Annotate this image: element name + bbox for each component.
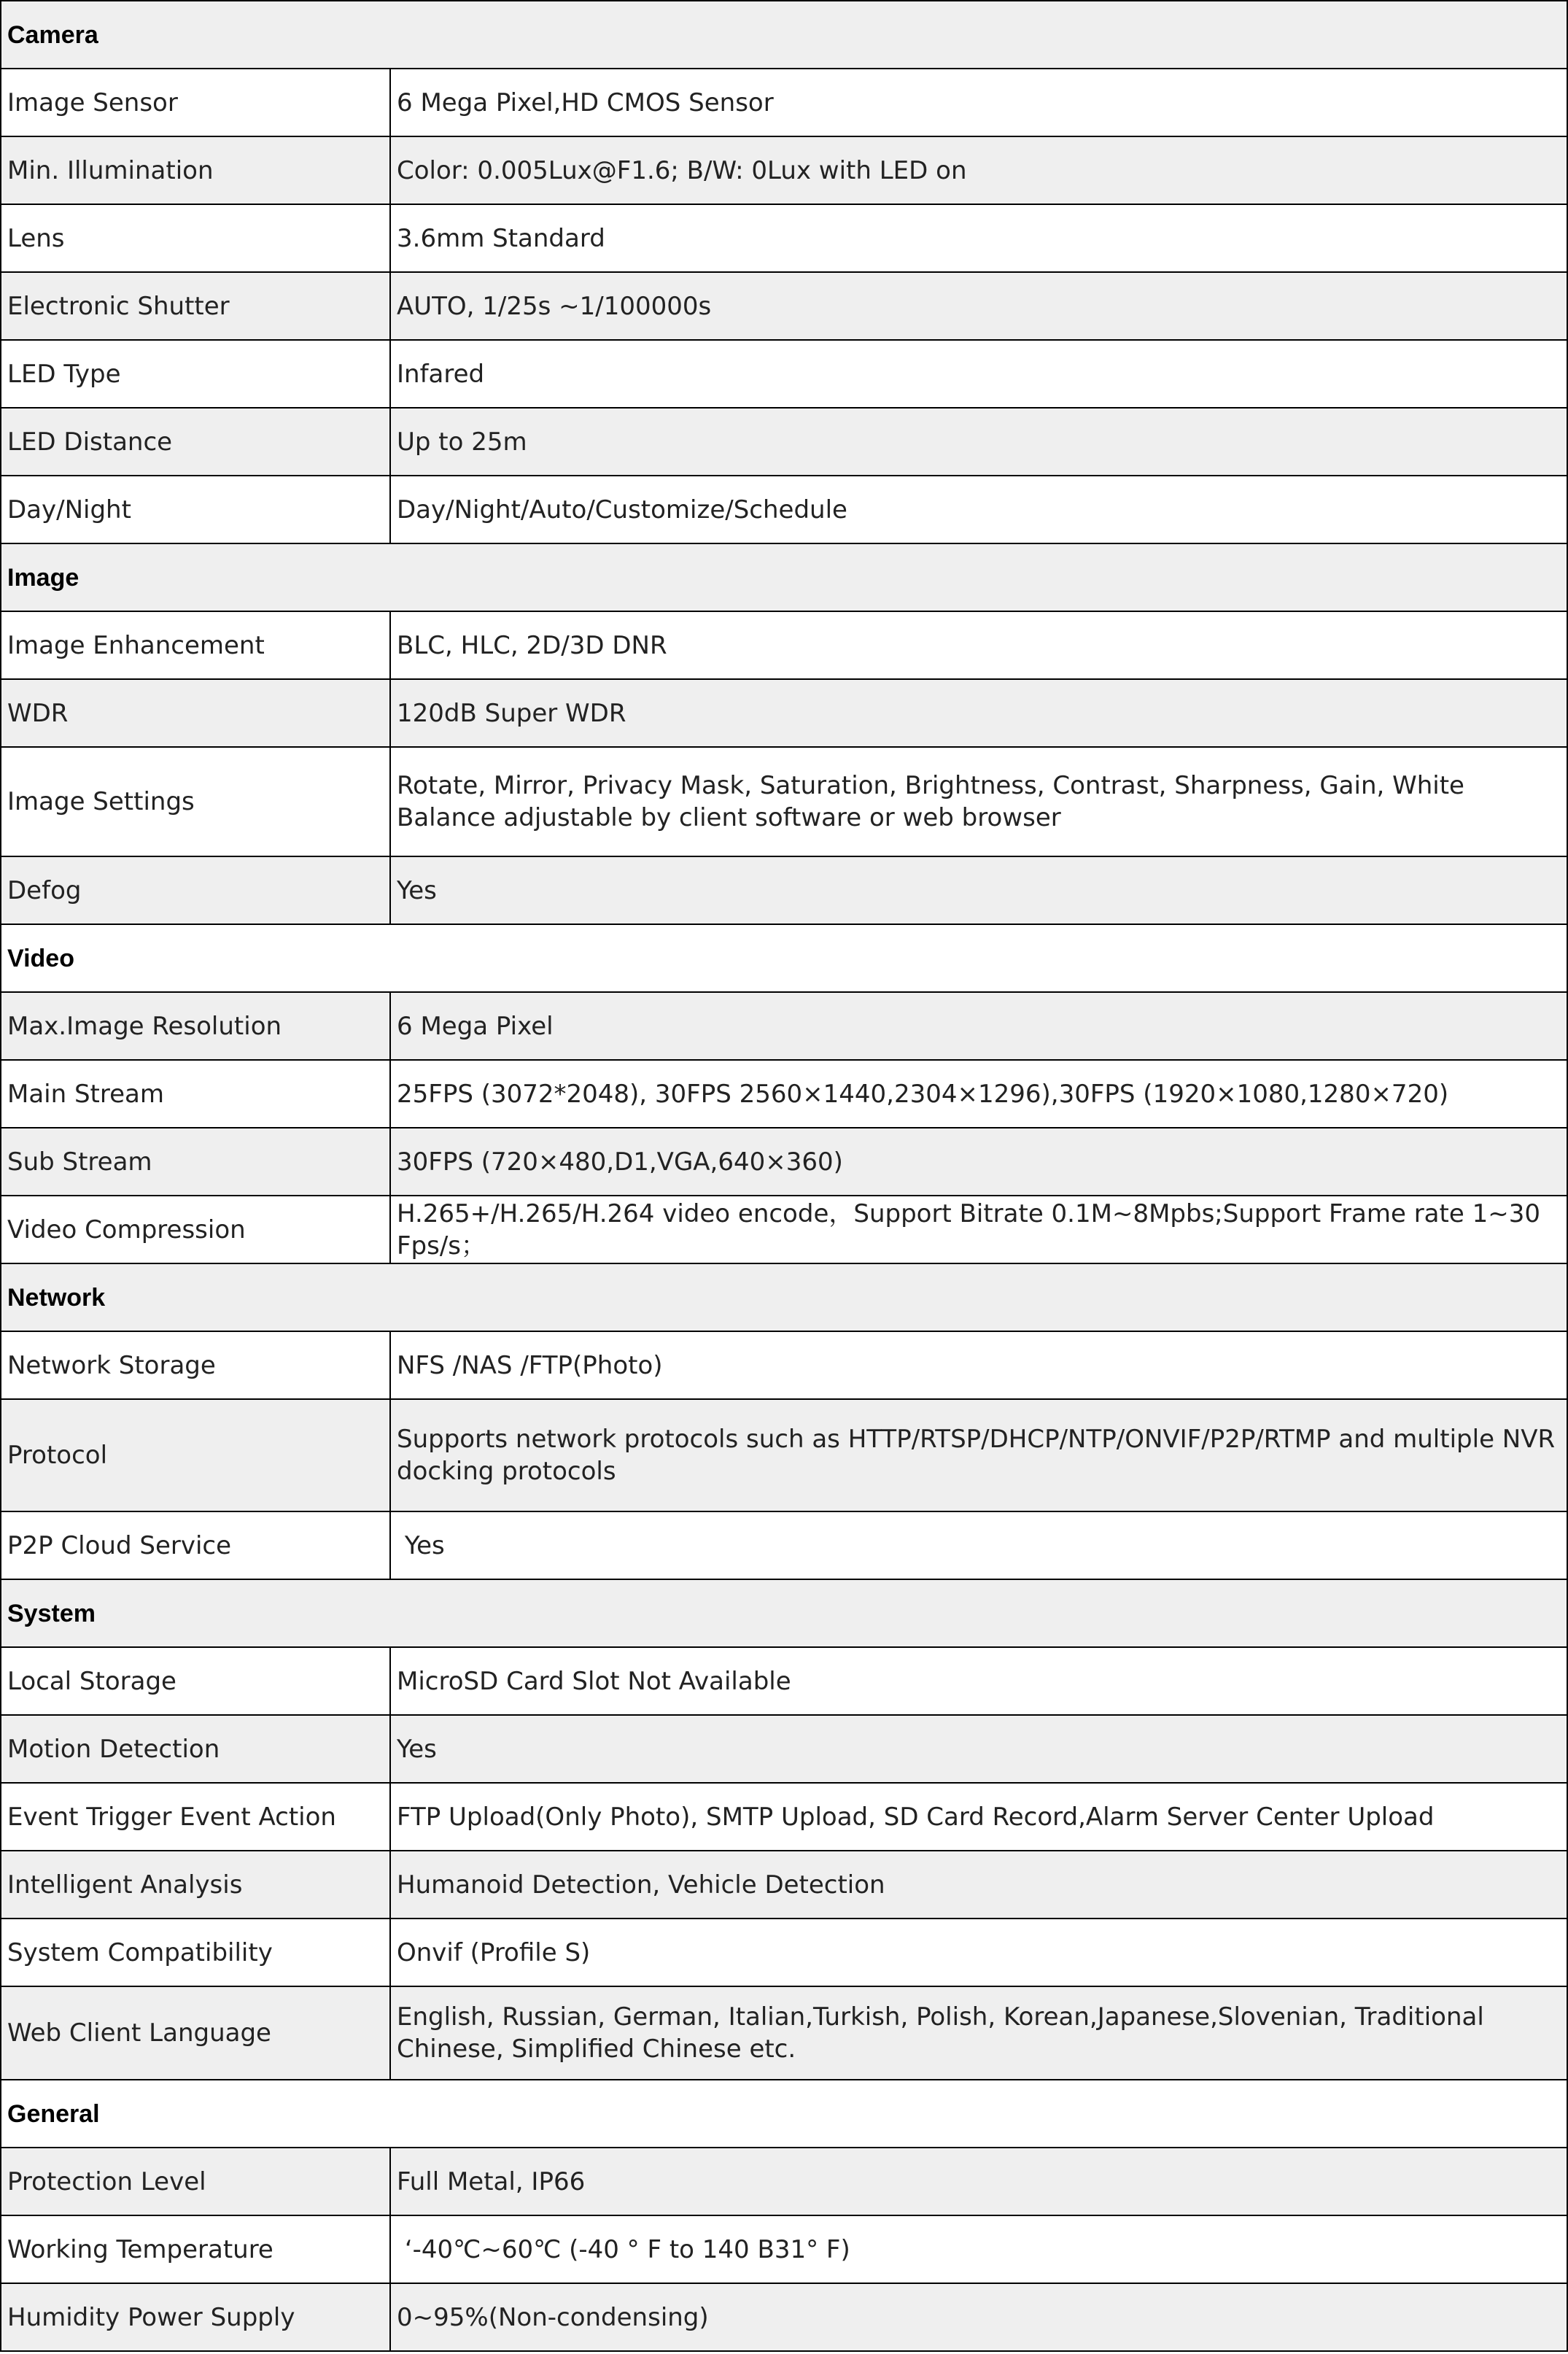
spec-label: Image Settings [1,747,390,856]
spec-label: Lens [1,204,390,272]
spec-value: English, Russian, German, Italian,Turkish, Polish, Korean,Japanese,Slovenian, Traditional Chinese, Simplified Chinese etc. [390,1986,1567,2080]
spec-row [1,1919,1567,1986]
spec-value: Up to 25m [390,408,1567,476]
section-header-camera [1,1,1567,69]
spec-row [1,1647,1567,1715]
spec-label: LED Distance [1,408,390,476]
spec-value: Color: 0.005Lux@F1.6; B/W: 0Lux with LED on [390,136,1567,204]
spec-row [1,1196,1567,1263]
spec-row [1,1331,1567,1399]
section-header-video [1,924,1567,992]
section-header-system [1,1579,1567,1647]
spec-value: Day/Night/Auto/Customize/Schedule [390,476,1567,543]
spec-label: Working Temperature [1,2215,390,2283]
spec-label: Motion Detection [1,1715,390,1783]
spec-value: AUTO, 1/25s ~1/100000s [390,272,1567,340]
spec-row [1,1060,1567,1128]
spec-label: Intelligent Analysis [1,1851,390,1919]
spec-row [1,1851,1567,1919]
spec-label: Max.Image Resolution [1,992,390,1060]
spec-row [1,856,1567,924]
spec-value: Infared [390,340,1567,408]
spec-label: Day/Night [1,476,390,543]
section-title: Camera [1,1,1567,69]
spec-value: Humanoid Detection, Vehicle Detection [390,1851,1567,1919]
spec-value: 3.6mm Standard [390,204,1567,272]
spec-value: Yes [390,1511,1567,1579]
spec-row [1,1715,1567,1783]
section-header-network [1,1263,1567,1331]
spec-label: Defog [1,856,390,924]
spec-value: 6 Mega Pixel,HD CMOS Sensor [390,69,1567,136]
spec-label: Humidity Power Supply [1,2283,390,2351]
spec-value: MicroSD Card Slot Not Available [390,1647,1567,1715]
spec-row [1,476,1567,543]
spec-row [1,272,1567,340]
spec-value: Supports network protocols such as HTTP/RTSP/DHCP/NTP/ONVIF/P2P/RTMP and multiple NVR docking protocols [390,1399,1567,1511]
spec-label: Event Trigger Event Action [1,1783,390,1851]
section-title: Video [1,924,1567,992]
spec-value: H.265+/H.265/H.264 video encode，Support Bitrate 0.1M~8Mpbs;Support Frame rate 1~30 Fps/s； [390,1196,1567,1263]
spec-row [1,1399,1567,1511]
spec-label: System Compatibility [1,1919,390,1986]
spec-label: Video Compression [1,1196,390,1263]
section-header-image [1,543,1567,611]
spec-value: Onvif (Profile S) [390,1919,1567,1986]
spec-label: Sub Stream [1,1128,390,1196]
spec-label: Local Storage [1,1647,390,1715]
spec-label: Web Client Language [1,1986,390,2080]
spec-value: NFS /NAS /FTP(Photo) [390,1331,1567,1399]
spec-value: Rotate, Mirror, Privacy Mask, Saturation, Brightness, Contrast, Sharpness, Gain, White Balance adjustable by client software or web browser [390,747,1567,856]
spec-value: Yes [390,1715,1567,1783]
section-header-general [1,2080,1567,2148]
section-title: System [1,1579,1567,1647]
spec-label: WDR [1,679,390,747]
section-title: Image [1,543,1567,611]
spec-row [1,1511,1567,1579]
section-title: Network [1,1263,1567,1331]
spec-label: Protection Level [1,2148,390,2215]
spec-row [1,136,1567,204]
spec-row [1,1783,1567,1851]
spec-label: Network Storage [1,1331,390,1399]
spec-row [1,611,1567,679]
spec-label: Image Sensor [1,69,390,136]
spec-table-body [1,1,1567,2351]
spec-value: 25FPS (3072*2048), 30FPS 2560×1440,2304×1296),30FPS (1920×1080,1280×720) [390,1060,1567,1128]
spec-value: FTP Upload(Only Photo), SMTP Upload, SD Card Record,Alarm Server Center Upload [390,1783,1567,1851]
spec-value: 30FPS (720×480,D1,VGA,640×360) [390,1128,1567,1196]
spec-value: 120dB Super WDR [390,679,1567,747]
spec-label: Electronic Shutter [1,272,390,340]
spec-value: 6 Mega Pixel [390,992,1567,1060]
section-title: General [1,2080,1567,2148]
spec-value: Full Metal, IP66 [390,2148,1567,2215]
spec-row [1,1986,1567,2080]
spec-row [1,1128,1567,1196]
spec-row [1,679,1567,747]
spec-label: Min. Illumination [1,136,390,204]
spec-row [1,340,1567,408]
spec-label: LED Type [1,340,390,408]
spec-label: Protocol [1,1399,390,1511]
spec-value: Yes [390,856,1567,924]
spec-row [1,2148,1567,2215]
spec-row [1,204,1567,272]
spec-row [1,2283,1567,2351]
spec-row [1,992,1567,1060]
spec-value: 0~95%(Non-condensing) [390,2283,1567,2351]
spec-value: ‘-40℃~60℃ (-40 ° F to 140 B31° F) [390,2215,1567,2283]
spec-row [1,69,1567,136]
spec-label: Main Stream [1,1060,390,1128]
spec-row [1,747,1567,856]
spec-value: BLC, HLC, 2D/3D DNR [390,611,1567,679]
spec-row [1,408,1567,476]
spec-label: P2P Cloud Service [1,1511,390,1579]
spec-row [1,2215,1567,2283]
spec-label: Image Enhancement [1,611,390,679]
